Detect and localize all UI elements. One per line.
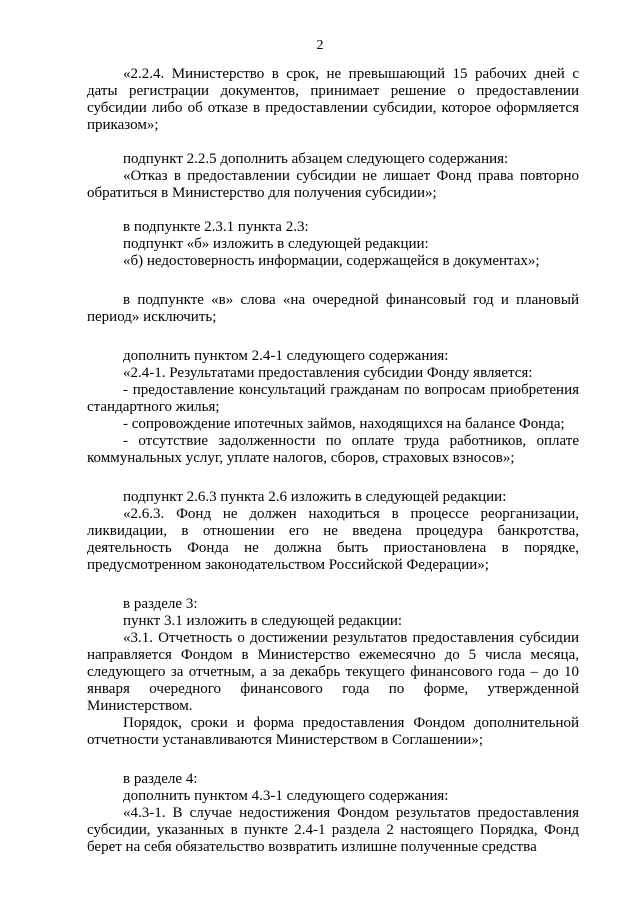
- paragraph-2-4-1: «2.4-1. Результатами предоставления субсидии Фонду является:: [123, 365, 533, 381]
- paragraph-point-3-1: пункт 3.1 изложить в следующей редакции:: [123, 613, 403, 629]
- paragraph-3-1: «3.1. Отчетность о достижении результатов предоставления субсидии направляется Фондом в Министерство ежемесячно до 5 числа месяца, следующего за отчетным, а за декабрь текущего финансового года – до 10 января очередного финансового года по форме, утвержденной Министерством.: [87, 630, 579, 714]
- paragraph-result-consultations: - предоставление консультаций гражданам по вопросам приобретения стандартного жилья;: [87, 382, 579, 415]
- paragraph-subpoint-b: подпункт «б» изложить в следующей редакции:: [123, 236, 429, 252]
- paragraph-subpoint-2-2-5: подпункт 2.2.5 дополнить абзацем следующего содержания:: [123, 151, 509, 167]
- paragraph-section-3: в разделе 3:: [123, 596, 198, 612]
- paragraph-subpoint-2-3-1: в подпункте 2.3.1 пункта 2.3:: [123, 219, 309, 235]
- paragraph-section-4: в разделе 4:: [123, 771, 198, 787]
- paragraph-add-4-3-1: дополнить пунктом 4.3-1 следующего содержания:: [123, 788, 449, 804]
- paragraph-result-mortgages: - сопровождение ипотечных займов, находящихся на балансе Фонда;: [123, 416, 565, 432]
- paragraph-add-2-4-1: дополнить пунктом 2.4-1 следующего содержания:: [123, 348, 449, 364]
- page-number: 2: [316, 38, 324, 53]
- paragraph-refusal-text: «Отказ в предоставлении субсидии не лишает Фонд права повторно обратиться в Министерство для получения субсидии»;: [87, 168, 579, 201]
- paragraph-b-text: «б) недостоверность информации, содержащейся в документах»;: [123, 253, 540, 269]
- document-body: [87, 66, 579, 856]
- paragraph-4-3-1: «4.3-1. В случае недостижения Фондом результатов предоставления субсидии, указанных в пункте 2.4-1 раздела 2 настоящего Порядка, Фонд берет на себя обязательство возвратить излишне полученные средства: [87, 805, 579, 855]
- paragraph-2-6-3: «2.6.3. Фонд не должен находиться в процессе реорганизации, ликвидации, в отношении его не введена процедура банкротства, деятельность Фонда не должна быть приостановлена в порядке, предусмотренном законодательством Российской Федерации»;: [87, 506, 579, 573]
- paragraph-subpoint-v: в подпункте «в» слова «на очередной финансовый год и плановый период» исключить;: [87, 292, 579, 325]
- paragraph-additional-reporting: Порядок, сроки и форма предоставления Фондом дополнительной отчетности устанавливаются Министерством в Соглашении»;: [87, 715, 579, 748]
- paragraph-subpoint-2-6-3: подпункт 2.6.3 пункта 2.6 изложить в следующей редакции:: [123, 489, 507, 505]
- paragraph-2-2-4: «2.2.4. Министерство в срок, не превышающий 15 рабочих дней с даты регистрации документов, принимает решение о предоставлении субсидии либо об отказе в предоставлении субсидии, которое оформляется приказом»;: [87, 66, 579, 133]
- paragraph-result-no-debt: - отсутствие задолженности по оплате труда работников, оплате коммунальных услуг, уплате налогов, сборов, страховых взносов»;: [87, 433, 579, 466]
